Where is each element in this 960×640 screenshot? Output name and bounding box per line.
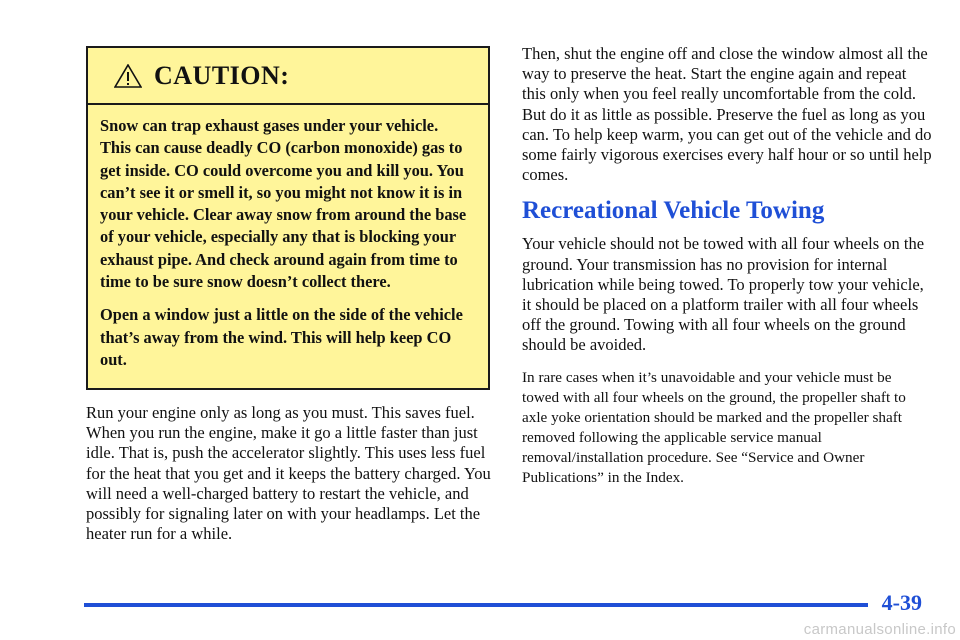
shut-engine-paragraph: Then, shut the engine off and close the window almost all the way to preserve the heat. Start the engine again and repeat this only when you feel really uncomfortable from the cold. But do it as little as possible. Preserve the fuel as long as you can. To help keep warm, you can get out of the vehicle and do some fairly vigorous exercises every half hour or so until help comes. <box>522 44 932 185</box>
engine-run-paragraph: Run your engine only as long as you must. This saves fuel. When you run the engine, make it go a little faster than just idle. That is, push the accelerator slightly. This uses less fuel for the heat that you get and it keeps the battery charged. You will need a well-charged battery to restart the vehicle, and possibly for signaling later on with your headlamps. Let the heater run for a while. <box>86 403 491 544</box>
caution-box <box>86 46 490 390</box>
footer-rule <box>84 603 868 607</box>
caution-title: CAUTION: <box>154 60 290 90</box>
section-heading-towing: Recreational Vehicle Towing <box>522 197 825 225</box>
page-number: 4-39 <box>881 590 922 615</box>
watermark-text: carmanualsonline.info <box>803 621 956 638</box>
caution-paragraph-2: Open a window just a little on the side of the vehicle that’s away from the wind. This will help keep CO out. <box>100 305 463 369</box>
caution-body <box>88 105 488 371</box>
towing-note-paragraph: In rare cases when it’s unavoidable and your vehicle must be towed with all four wheels on the ground, the propeller shaft to axle yoke orientation should be marked and the propeller shaft removed following the applicable service manual removal/installation procedure. See “Service and Owner Publications” in the Index. <box>522 368 906 486</box>
caution-paragraph-1: Snow can trap exhaust gases under your vehicle. This can cause deadly CO (carbon monoxide) gas to get inside. CO could overcome you and kill you. You can’t see it or smell it, so you might not know it is in your vehicle. Clear away snow from around the base of your vehicle, especially any that is blocking your exhaust pipe. And check around again from time to time to be sure snow doesn’t collect there. <box>100 116 467 292</box>
towing-paragraph: Your vehicle should not be towed with all four wheels on the ground. Your transmission has no provision for internal lubrication while being towed. To properly tow your vehicle, it should be placed on a platform trailer with all four wheels off the ground. Towing with all four wheels on the ground should be avoided. <box>522 234 925 355</box>
right-column <box>522 44 932 488</box>
warning-triangle-icon <box>114 64 142 88</box>
caution-header <box>88 48 488 105</box>
